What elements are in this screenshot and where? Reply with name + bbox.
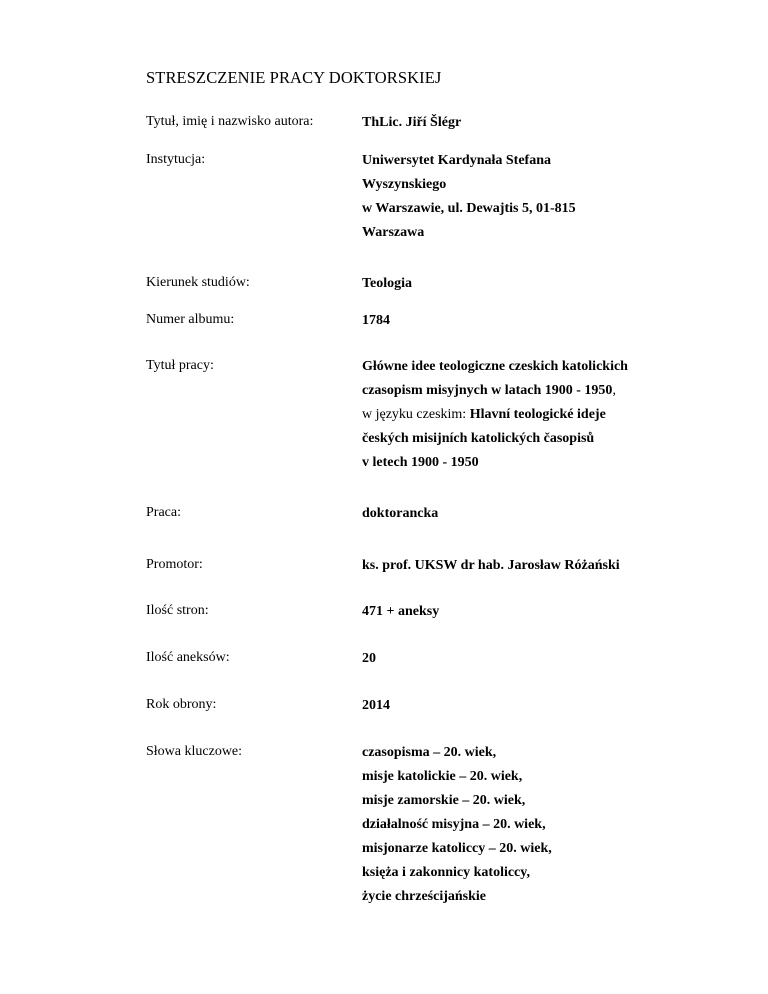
institution-label: Instytucja: (146, 152, 206, 167)
thesis-title-czech-prefix: w języku czeskim: (362, 407, 470, 422)
thesis-title-value-block (362, 358, 722, 478)
keyword-item: misje katolickie – 20. wiek, (362, 769, 523, 784)
author-value: ThLic. Jiří Šlégr (362, 115, 462, 130)
defense-year-value-block (362, 697, 722, 721)
author-label: Tytuł, imię i nazwisko autora: (146, 114, 314, 129)
thesis-title-line-4: českých misijních katolických časopisů (362, 431, 595, 446)
thesis-title-line-2-text: czasopism misyjnych w latach 1900 - 1950 (362, 383, 613, 398)
thesis-type-value: doktorancka (362, 506, 439, 521)
thesis-title-line-1: Główne idee teologiczne czeskich katolickich (362, 359, 628, 374)
thesis-title-line-3 (362, 406, 722, 430)
keyword-item: działalność misyjna – 20. wiek, (362, 817, 546, 832)
keyword-item: misjonarze katoliccy – 20. wiek, (362, 841, 552, 856)
keyword-item: misje zamorskie – 20. wiek, (362, 793, 526, 808)
thesis-title-line-2 (362, 382, 722, 406)
annex-count-label: Ilość aneksów: (146, 650, 230, 665)
keywords-label: Słowa kluczowe: (146, 744, 243, 759)
thesis-type-value-block (362, 505, 722, 529)
keyword-item: życie chrześcijańskie (362, 889, 487, 904)
page-count-value-block (362, 603, 722, 627)
annex-count-value: 20 (362, 651, 376, 666)
institution-line: Warszawa (362, 225, 425, 240)
thesis-title-label: Tytuł pracy: (146, 358, 214, 373)
defense-year-label: Rok obrony: (146, 697, 217, 712)
defense-year-value: 2014 (362, 698, 390, 713)
thesis-title-czech-start: Hlavní teologické ideje (469, 407, 606, 422)
supervisor-value: ks. prof. UKSW dr hab. Jarosław Różański (362, 558, 620, 573)
thesis-title-line-2-comma: , (612, 383, 616, 398)
keyword-item: księża i zakonnicy katoliccy, (362, 865, 530, 880)
keyword-item: czasopisma – 20. wiek, (362, 745, 497, 760)
page-count-label: Ilość stron: (146, 603, 209, 618)
album-number-label: Numer albumu: (146, 312, 235, 327)
institution-line: w Warszawie, ul. Dewajtis 5, 01-815 (362, 201, 576, 216)
document-title: STRESZCZENIE PRACY DOKTORSKIEJ (146, 68, 442, 87)
supervisor-label: Promotor: (146, 557, 203, 572)
supervisor-value-block (362, 557, 722, 581)
thesis-title-line-5: v letech 1900 - 1950 (362, 455, 479, 470)
institution-line: Uniwersytet Kardynała Stefana (362, 153, 551, 168)
institution-line: Wyszynskiego (362, 177, 447, 192)
field-of-study-value: Teologia (362, 276, 413, 291)
field-of-study-label: Kierunek studiów: (146, 275, 250, 290)
author-value-block (362, 114, 722, 138)
thesis-type-label: Praca: (146, 505, 181, 520)
keywords-list (362, 744, 722, 912)
institution-value-block (362, 152, 722, 248)
album-number-value-block (362, 312, 722, 336)
field-of-study-value-block (362, 275, 722, 299)
album-number-value: 1784 (362, 313, 390, 328)
page-count-value: 471 + aneksy (362, 604, 440, 619)
annex-count-value-block (362, 650, 722, 674)
